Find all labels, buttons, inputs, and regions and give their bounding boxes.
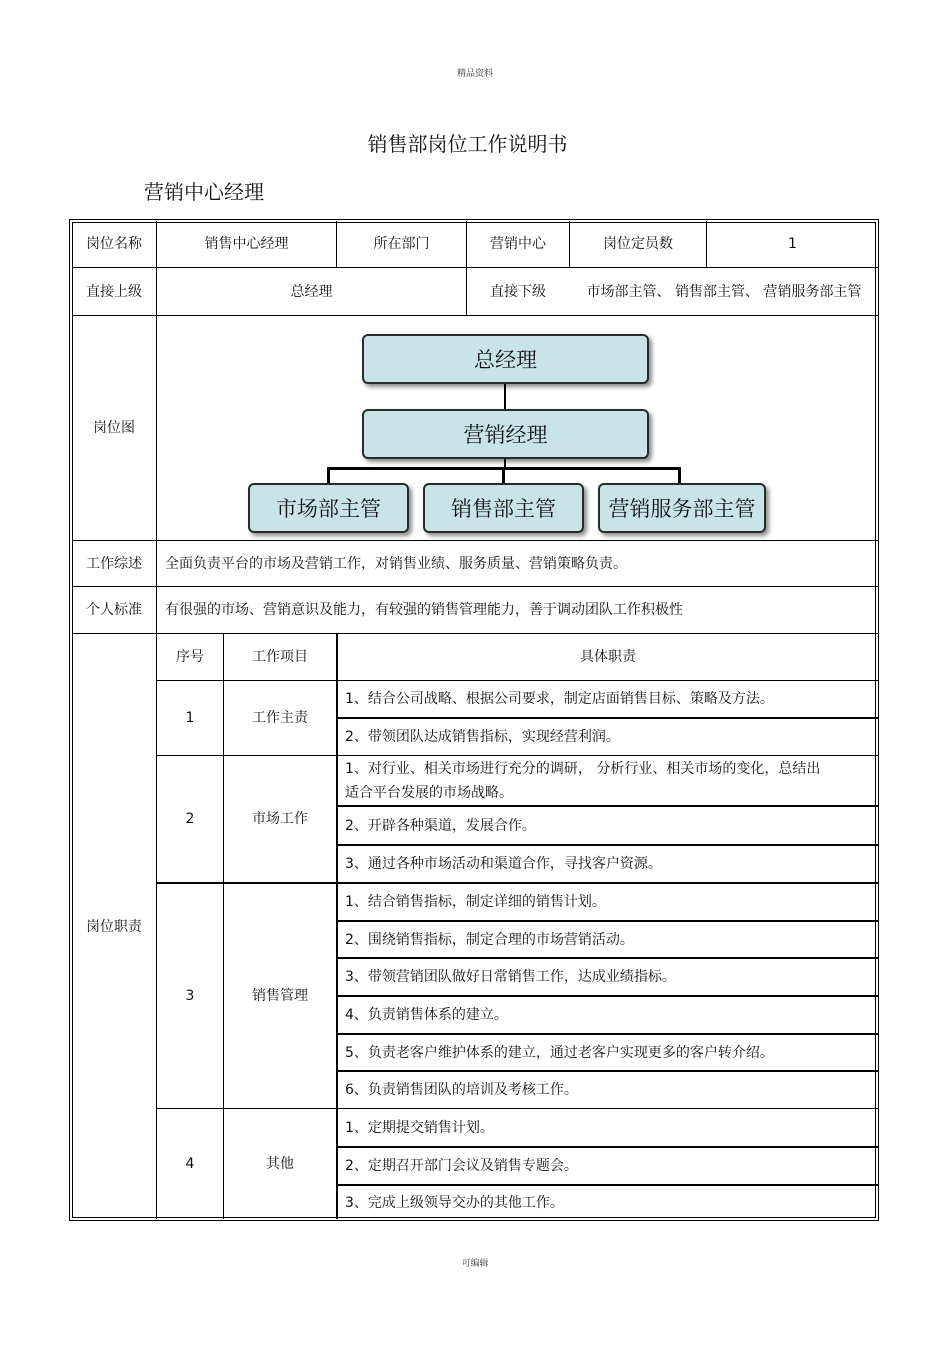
summary-text: 全面负责平台的市场及营销工作，对销售业绩、服务质量、营销策略负责。 xyxy=(165,555,627,572)
duty-item: 5、负责老客户维护体系的建立，通过老客户实现更多的客户转介绍。 xyxy=(345,1044,774,1061)
headcount-value: 1 xyxy=(788,236,797,252)
standard-text: 有很强的市场、营销意识及能力，有较强的销售管理能力，善于调动团队工作积极性 xyxy=(165,602,683,618)
group-item: 工作主责 xyxy=(252,710,308,726)
group-item: 市场工作 xyxy=(252,811,308,827)
header-item: 工作项目 xyxy=(252,649,308,665)
org-node-market-supervisor: 市场部主管 xyxy=(248,483,409,533)
superior-label: 直接上级 xyxy=(86,283,142,300)
duty-item: 1、对行业、相关市场进行充分的调研， 分析行业、相关市场的变化，总结出适合平台发展的市场战略。 xyxy=(345,760,821,801)
duty-item: 1、定期提交销售计划。 xyxy=(345,1119,494,1136)
duty-item: 4、负责销售体系的建立。 xyxy=(345,1007,508,1023)
duty-item: 2、带领团队达成销售指标，实现经营利润。 xyxy=(345,729,620,745)
group-no: 4 xyxy=(185,1156,195,1172)
org-node-sales-supervisor: 销售部主管 xyxy=(423,483,584,533)
department-value: 营销中心 xyxy=(490,236,546,252)
header-no: 序号 xyxy=(176,649,204,665)
group-no: 2 xyxy=(185,811,195,827)
document-subtitle: 营销中心经理 xyxy=(144,180,264,204)
duty-item: 1、结合销售指标，制定详细的销售计划。 xyxy=(345,894,606,910)
header-details: 具体职责 xyxy=(580,649,636,665)
duty-item: 3、通过各种市场活动和渠道合作，寻找客户资源。 xyxy=(345,856,662,872)
footer-note: 可编辑 xyxy=(461,1259,489,1269)
superior-value: 总经理 xyxy=(290,283,333,300)
org-node-service-supervisor: 营销服务部主管 xyxy=(598,483,766,533)
subordinate-value: 市场部主管、 销售部主管、 营销服务部主管 xyxy=(586,283,862,300)
duty-item: 6、负责销售团队的培训及考核工作。 xyxy=(345,1082,578,1098)
duty-item: 3、完成上级领导交办的其他工作。 xyxy=(345,1194,564,1211)
duties-label: 岗位职责 xyxy=(86,918,142,935)
org-node-marketing-manager: 营销经理 xyxy=(362,409,649,459)
header-note: 精品资料 xyxy=(456,69,493,79)
duty-item: 1、结合公司战略、根据公司要求，制定店面销售目标、策略及方法。 xyxy=(345,691,774,707)
group-item: 其他 xyxy=(266,1156,294,1172)
group-no: 3 xyxy=(185,988,195,1004)
summary-label: 工作综述 xyxy=(86,555,142,572)
duty-item: 2、开辟各种渠道，发展合作。 xyxy=(345,817,536,834)
duty-item: 2、定期召开部门会议及销售专题会。 xyxy=(345,1158,578,1174)
document-title: 销售部岗位工作说明书 xyxy=(367,132,568,156)
headcount-label: 岗位定员数 xyxy=(603,236,673,252)
group-no: 1 xyxy=(185,710,195,726)
position-name-label: 岗位名称 xyxy=(86,236,142,252)
duty-item: 2、围绕销售指标，制定合理的市场营销活动。 xyxy=(345,931,634,948)
department-label: 所在部门 xyxy=(373,236,430,252)
position-name-value: 销售中心经理 xyxy=(204,236,289,252)
duty-item: 3、带领营销团队做好日常销售工作，达成业绩指标。 xyxy=(345,969,676,985)
standard-label: 个人标准 xyxy=(86,602,142,618)
group-item: 销售管理 xyxy=(252,988,308,1004)
subordinate-label: 直接下级 xyxy=(490,283,546,300)
org-chart-label: 岗位图 xyxy=(93,420,135,436)
org-node-general-manager: 总经理 xyxy=(362,334,649,384)
